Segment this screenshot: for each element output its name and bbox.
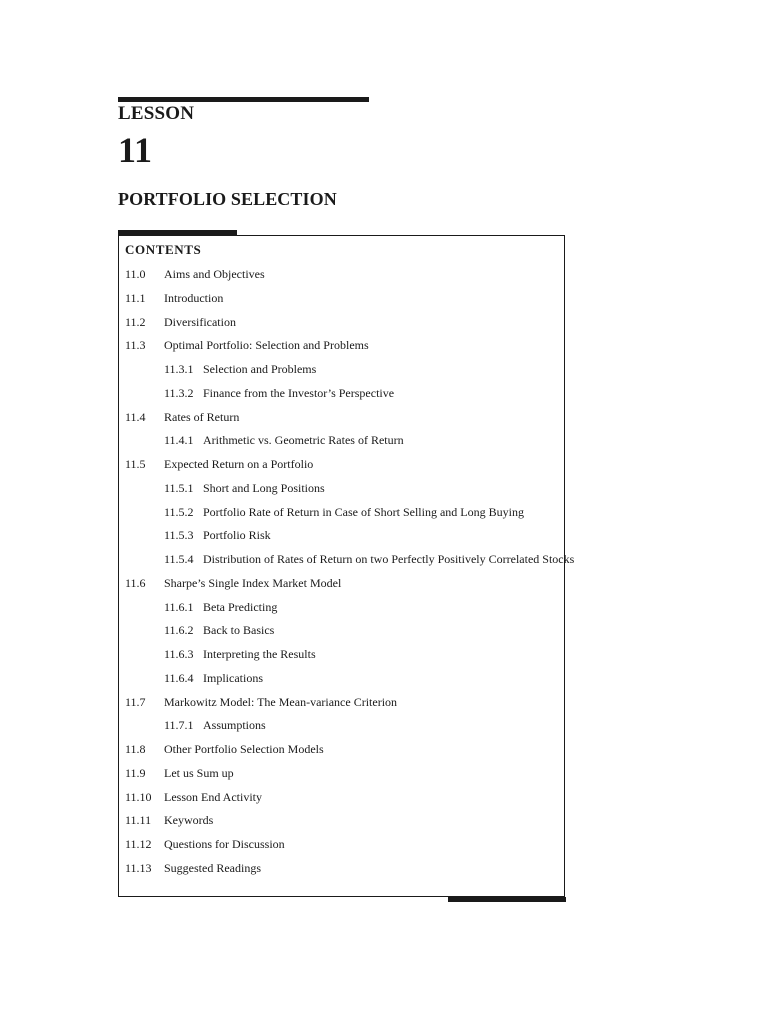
toc-entry[interactable]: [125, 833, 565, 857]
toc-entry-number: 11.6.2: [164, 623, 194, 638]
toc-entry-number: 11.4.1: [164, 433, 194, 448]
toc-entry[interactable]: [125, 786, 565, 810]
toc-entry-title: Diversification: [164, 314, 236, 329]
toc-entry-number: 11.12: [125, 837, 152, 851]
toc-entry[interactable]: [125, 619, 565, 643]
toc-entry-number: 11.3.2: [164, 385, 194, 400]
top-rule: [118, 97, 369, 102]
toc-entry-title: Keywords: [164, 813, 214, 828]
page-title: PORTFOLIO SELECTION: [118, 189, 337, 209]
toc-entry[interactable]: [125, 596, 565, 620]
toc-entry-number: 11.5.4: [164, 552, 194, 566]
toc-entry-title: Questions for Discussion: [164, 837, 285, 851]
toc-entry-title: Other Portfolio Selection Models: [164, 742, 324, 756]
toc-entry[interactable]: [125, 714, 565, 738]
toc-entry-number: 11.11: [125, 813, 152, 828]
toc-entry[interactable]: [125, 311, 565, 335]
toc-entry-title: Implications: [203, 670, 263, 685]
toc-entry[interactable]: [125, 762, 565, 786]
toc-entry-title: Distribution of Rates of Return on two Perfectly Positively Correlated Stocks: [203, 552, 575, 566]
toc-entry-title: Finance from the Investor’s Perspective: [203, 385, 395, 400]
toc-entry[interactable]: [125, 287, 565, 311]
toc-entry-title: Sharpe’s Single Index Market Model: [164, 575, 342, 590]
toc-entry-title: Suggested Readings: [164, 860, 261, 875]
toc-entry-number: 11.5.2: [164, 504, 194, 519]
toc-entry[interactable]: [125, 477, 565, 501]
toc-entry-number: 11.4: [125, 409, 146, 424]
toc-entry-number: 11.9: [125, 765, 146, 780]
toc-entry-number: 11.13: [125, 860, 152, 875]
toc-entry-title: Back to Basics: [203, 623, 275, 638]
contents-box-bottom-accent: [448, 897, 566, 902]
toc-entry-title: Interpreting the Results: [203, 647, 316, 661]
toc-entry-title: Selection and Problems: [203, 362, 317, 376]
toc-entry[interactable]: [125, 263, 565, 287]
toc-entry[interactable]: [125, 691, 565, 715]
lesson-number: 11: [118, 130, 153, 170]
toc-entry-title: Beta Predicting: [203, 599, 278, 614]
toc-entry[interactable]: [125, 501, 565, 525]
toc-entry-number: 11.6.1: [164, 599, 194, 614]
toc-entry-title: Arithmetic vs. Geometric Rates of Return: [203, 433, 404, 448]
toc-entry[interactable]: [125, 809, 565, 833]
contents-heading: CONTENTS: [125, 242, 202, 257]
toc-entry-number: 11.2: [125, 314, 146, 329]
toc-entry-number: 11.1: [125, 290, 146, 305]
toc-entry[interactable]: [125, 358, 565, 382]
lesson-label: LESSON: [118, 103, 195, 124]
toc-entry-title: Short and Long Positions: [203, 480, 325, 495]
toc-entry[interactable]: [125, 524, 565, 548]
toc-entry-number: 11.6: [125, 575, 146, 590]
toc-entry-number: 11.5.3: [164, 528, 194, 543]
toc-entry-number: 11.6.3: [164, 647, 194, 661]
toc-entry-number: 11.8: [125, 742, 146, 756]
toc-entry[interactable]: [125, 334, 565, 358]
toc-entry-number: 11.7: [125, 694, 146, 709]
toc-entry[interactable]: [125, 857, 565, 881]
toc-entry-title: Introduction: [164, 290, 224, 305]
toc-entry-title: Assumptions: [203, 718, 266, 733]
toc-entry-title: Portfolio Risk: [203, 528, 271, 543]
toc-entry-title: Let us Sum up: [164, 765, 234, 780]
toc-entry-number: 11.5: [125, 457, 146, 471]
table-of-contents: [125, 263, 575, 881]
toc-entry-title: Portfolio Rate of Return in Case of Short Selling and Long Buying: [203, 504, 524, 519]
toc-entry-title: Aims and Objectives: [164, 267, 265, 281]
toc-entry[interactable]: [125, 572, 565, 596]
toc-entry-title: Lesson End Activity: [164, 789, 262, 804]
toc-entry[interactable]: [125, 382, 565, 406]
toc-entry-title: Rates of Return: [164, 409, 240, 424]
toc-entry[interactable]: [125, 738, 565, 762]
toc-entry-title: Expected Return on a Portfolio: [164, 457, 314, 471]
toc-entry-number: 11.6.4: [164, 670, 194, 685]
toc-entry-number: 11.5.1: [164, 480, 194, 495]
toc-entry[interactable]: [125, 667, 565, 691]
toc-entry-title: Markowitz Model: The Mean-variance Criterion: [164, 694, 398, 709]
toc-entry[interactable]: [125, 643, 565, 667]
toc-entry[interactable]: [125, 453, 565, 477]
toc-entry[interactable]: [125, 406, 565, 430]
toc-entry-number: 11.7.1: [164, 718, 194, 733]
toc-entry-number: 11.0: [125, 267, 146, 281]
toc-entry[interactable]: [125, 429, 565, 453]
toc-entry[interactable]: [125, 548, 575, 572]
toc-entry-number: 11.10: [125, 789, 152, 804]
toc-entry-number: 11.3: [125, 338, 146, 353]
toc-entry-title: Optimal Portfolio: Selection and Problems: [164, 338, 369, 353]
toc-entry-number: 11.3.1: [164, 362, 194, 376]
